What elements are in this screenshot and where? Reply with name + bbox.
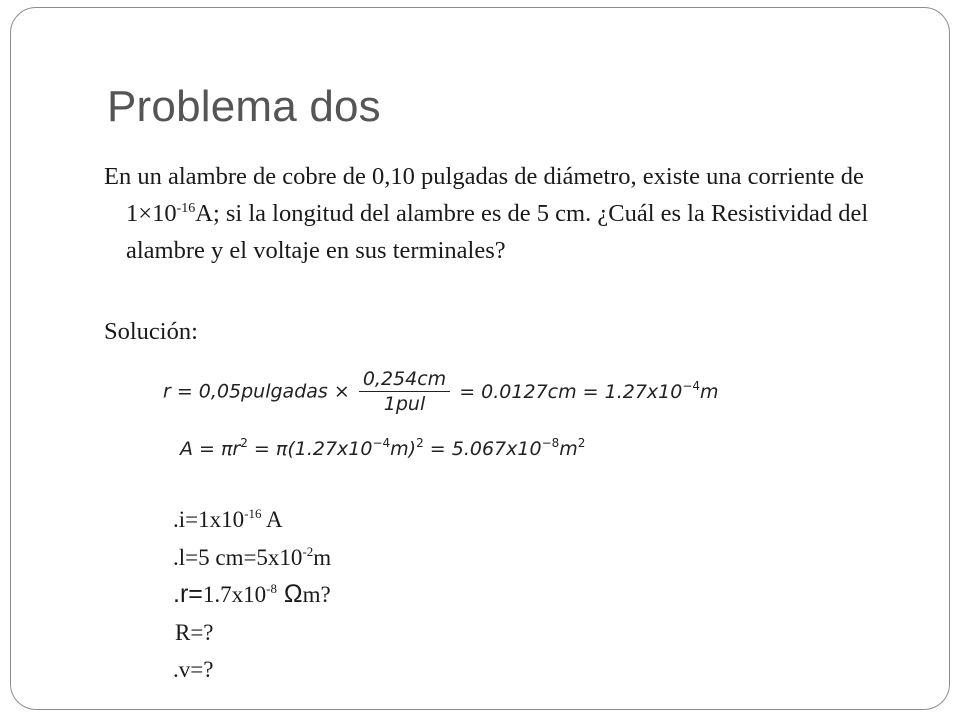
equation-radius bbox=[163, 367, 719, 429]
given-resistivity-unit: m? bbox=[302, 582, 331, 607]
eq1-rhs-text: = 0.0127cm = 1.27x10 bbox=[459, 380, 683, 403]
given-length-unit: m bbox=[313, 544, 332, 570]
eq2-e3: 2 bbox=[416, 436, 424, 450]
eq1-numerator: 0,254cm bbox=[359, 367, 450, 392]
given-length bbox=[173, 539, 331, 577]
given-current-text: .i=1x10 bbox=[173, 507, 245, 532]
given-current-unit: A bbox=[261, 507, 283, 532]
eq1-lhs: r = 0,05pulgadas × bbox=[163, 380, 350, 403]
slide-title: Problema dos bbox=[107, 82, 381, 131]
unknown-resistance: R=? bbox=[175, 619, 214, 645]
eq1-rhs bbox=[459, 378, 719, 403]
equation-area bbox=[180, 438, 585, 460]
eq2-e5: 2 bbox=[577, 436, 586, 450]
eq2-c: m) bbox=[390, 438, 417, 460]
problem-statement bbox=[104, 158, 894, 269]
eq2-b: = π(1.27x10 bbox=[247, 438, 373, 460]
given-current-exp: -16 bbox=[244, 506, 262, 521]
solution-label: Solución: bbox=[104, 318, 198, 345]
eq1-rhs-exponent: −4 bbox=[682, 378, 701, 393]
givens-list bbox=[173, 501, 331, 689]
eq2-e4: −8 bbox=[541, 436, 560, 450]
unknown-voltage: .v=? bbox=[173, 657, 214, 682]
eq1-fraction bbox=[359, 367, 450, 416]
eq2-e2: −4 bbox=[372, 436, 391, 450]
eq2-a: A = πr bbox=[180, 438, 241, 460]
problem-text-1: En un alambre de cobre de 0,10 pulgadas de diámetro, existe una corriente de 1×10 bbox=[104, 163, 864, 227]
given-length-exp: -2 bbox=[302, 543, 314, 559]
given-length-text: .l=5 cm=5x10 bbox=[173, 544, 303, 570]
eq2-d: = 5.067x10 bbox=[423, 438, 542, 460]
problem-text-2: A; si la longitud del alambre es de 5 cm. ¿Cuál es la Resistividad del alambre y el voltaje en sus terminales? bbox=[126, 200, 869, 264]
given-resistivity-label: .r= bbox=[173, 580, 203, 608]
eq2-e: m bbox=[559, 438, 578, 460]
eq1-rhs-unit: m bbox=[700, 380, 719, 403]
given-resistivity-exp: -8 bbox=[266, 581, 277, 596]
given-current bbox=[173, 501, 331, 539]
given-resistivity bbox=[173, 576, 331, 614]
eq2-e1: 2 bbox=[240, 436, 248, 450]
problem-exponent: -16 bbox=[176, 201, 196, 216]
given-resistivity-ohm: Ω bbox=[276, 580, 303, 608]
eq1-denominator: 1pul bbox=[383, 393, 426, 415]
given-resistivity-value: 1.7x10 bbox=[202, 582, 267, 607]
